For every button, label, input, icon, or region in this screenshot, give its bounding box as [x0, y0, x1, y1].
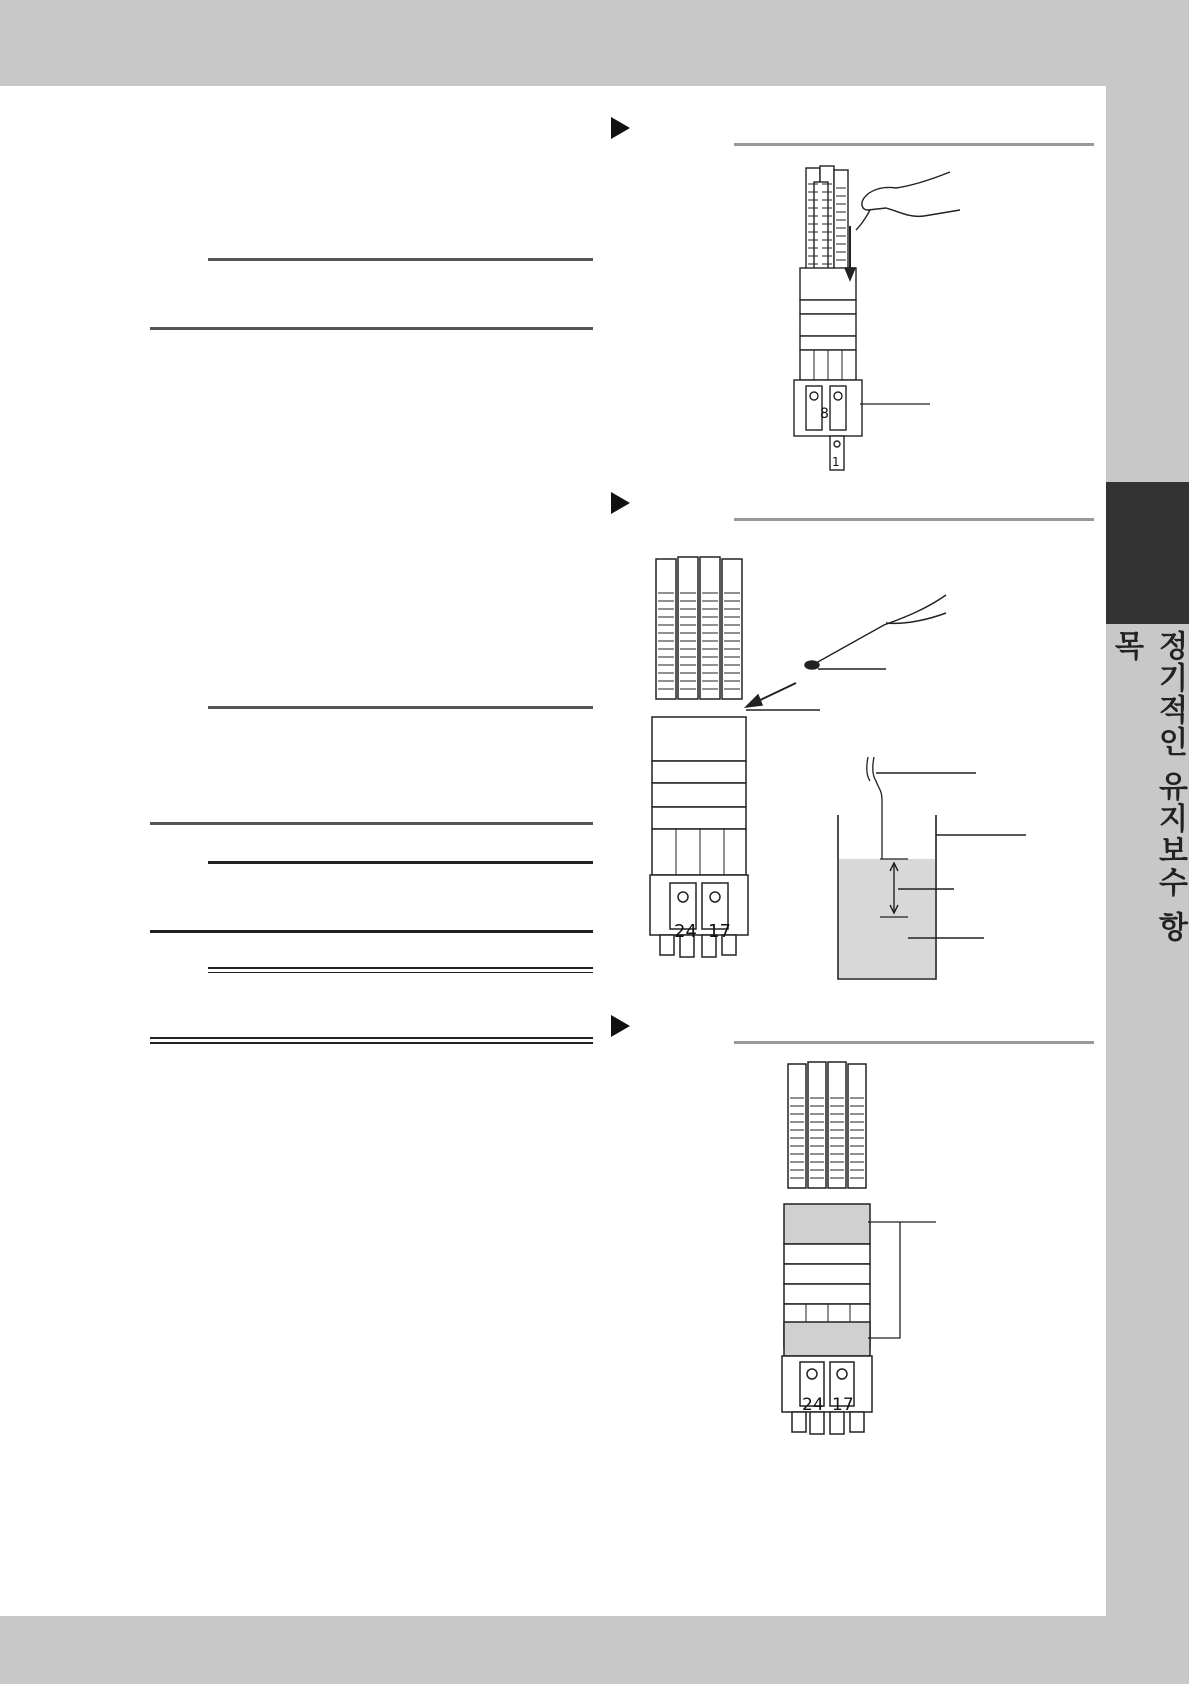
figure-header-rule-3 — [734, 1041, 1094, 1044]
figure-3-number-17: 17 — [832, 1395, 854, 1415]
figure-1-illustration — [790, 164, 1030, 474]
left-rule-5 — [208, 861, 593, 864]
left-rule-8a — [150, 1037, 593, 1039]
section-tab-label — [1106, 630, 1189, 950]
left-rule-7b — [208, 972, 593, 973]
figure-header-rule-2 — [734, 518, 1094, 521]
figure-2-illustration — [646, 553, 1076, 993]
section-tab-text: 정기적인 유지보수 항목 — [1108, 630, 1188, 943]
step-marker-2 — [611, 492, 630, 514]
left-rule-8b — [150, 1042, 593, 1044]
figure-header-rule-1 — [734, 143, 1094, 146]
top-margin-band — [0, 0, 1189, 86]
figure-2-number-24: 24 — [674, 921, 697, 942]
bottom-margin-band — [0, 1616, 1189, 1684]
figure-1-number-1: 1 — [832, 455, 840, 469]
left-rule-1 — [208, 258, 593, 261]
left-rule-3 — [208, 706, 593, 709]
section-tab-marker[interactable] — [1106, 482, 1189, 624]
left-rule-2 — [150, 327, 593, 330]
figure-3-illustration — [780, 1058, 980, 1448]
left-rule-6 — [150, 930, 593, 933]
figure-1-number-8: 8 — [820, 406, 829, 422]
left-rule-7a — [208, 967, 593, 969]
figure-3-number-24: 24 — [802, 1395, 824, 1415]
left-rule-4 — [150, 822, 593, 825]
step-marker-1 — [611, 117, 630, 139]
step-marker-3 — [611, 1015, 630, 1037]
figure-2-number-17: 17 — [708, 921, 731, 942]
